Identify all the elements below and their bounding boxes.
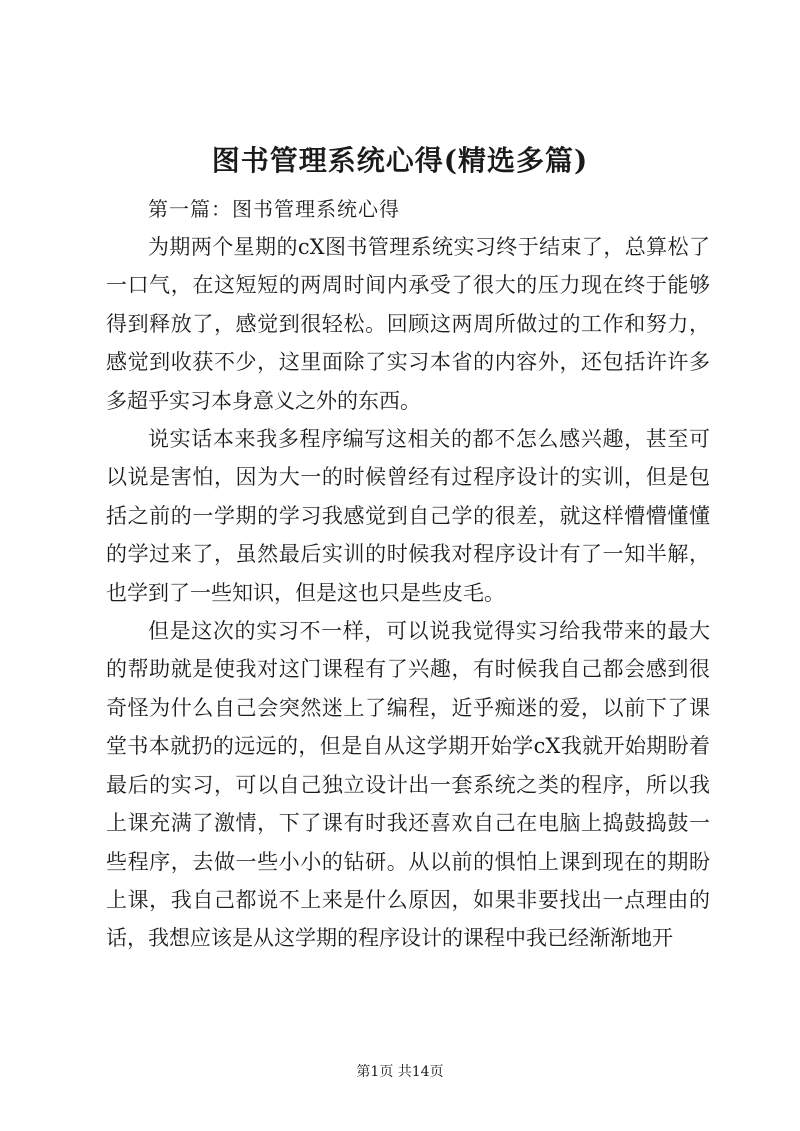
page-footer: 第1页 共14页 <box>356 1064 444 1080</box>
document-body <box>106 190 710 958</box>
paragraph-3: 但是这次的实习不一样，可以说我觉得实习给我带来的最大的帮助就是使我对这门课程有了兴趣，有时候我自己都会感到很奇怪为什么自己会突然迷上了编程，近乎痴迷的爱，以前下了课堂书本就扔的远远的，但是自从这学期开始学cX我就开始期盼着最后的实习，可以自己独立设计出一套系统之类的程序，所以我上课充满了激情，下了课有时我还喜欢自己在电脑上捣鼓捣鼓一些程序，去做一些小小的钻研。从以前的惧怕上课到现在的期盼上课，我自己都说不上来是什么原因，如果非要找出一点理由的话，我想应该是从这学期的程序设计的课程中我已经渐渐地开 <box>106 619 710 951</box>
document-title: 图书管理系统心得(精选多篇) <box>211 144 589 177</box>
section-heading: 第一篇：图书管理系统心得 <box>148 197 400 221</box>
paragraph-1: 为期两个星期的cX图书管理系统实习终于结束了，总算松了一口气，在这短短的两周时间内承受了很大的压力现在终于能够得到释放了，感觉到很轻松。回顾这两周所做过的工作和努力，感觉到收获不少，这里面除了实习本省的内容外，还包括许许多多超乎实习本身意义之外的东西。 <box>106 235 710 413</box>
paragraph-2: 说实话本来我多程序编写这相关的都不怎么感兴趣，甚至可以说是害怕，因为大一的时候曾经有过程序设计的实训，但是包括之前的一学期的学习我感觉到自己学的很差，就这样懵懵懂懂的学过来了，虽然最后实训的时候我对程序设计有了一知半解，也学到了一些知识，但是这也只是些皮毛。 <box>106 427 710 605</box>
